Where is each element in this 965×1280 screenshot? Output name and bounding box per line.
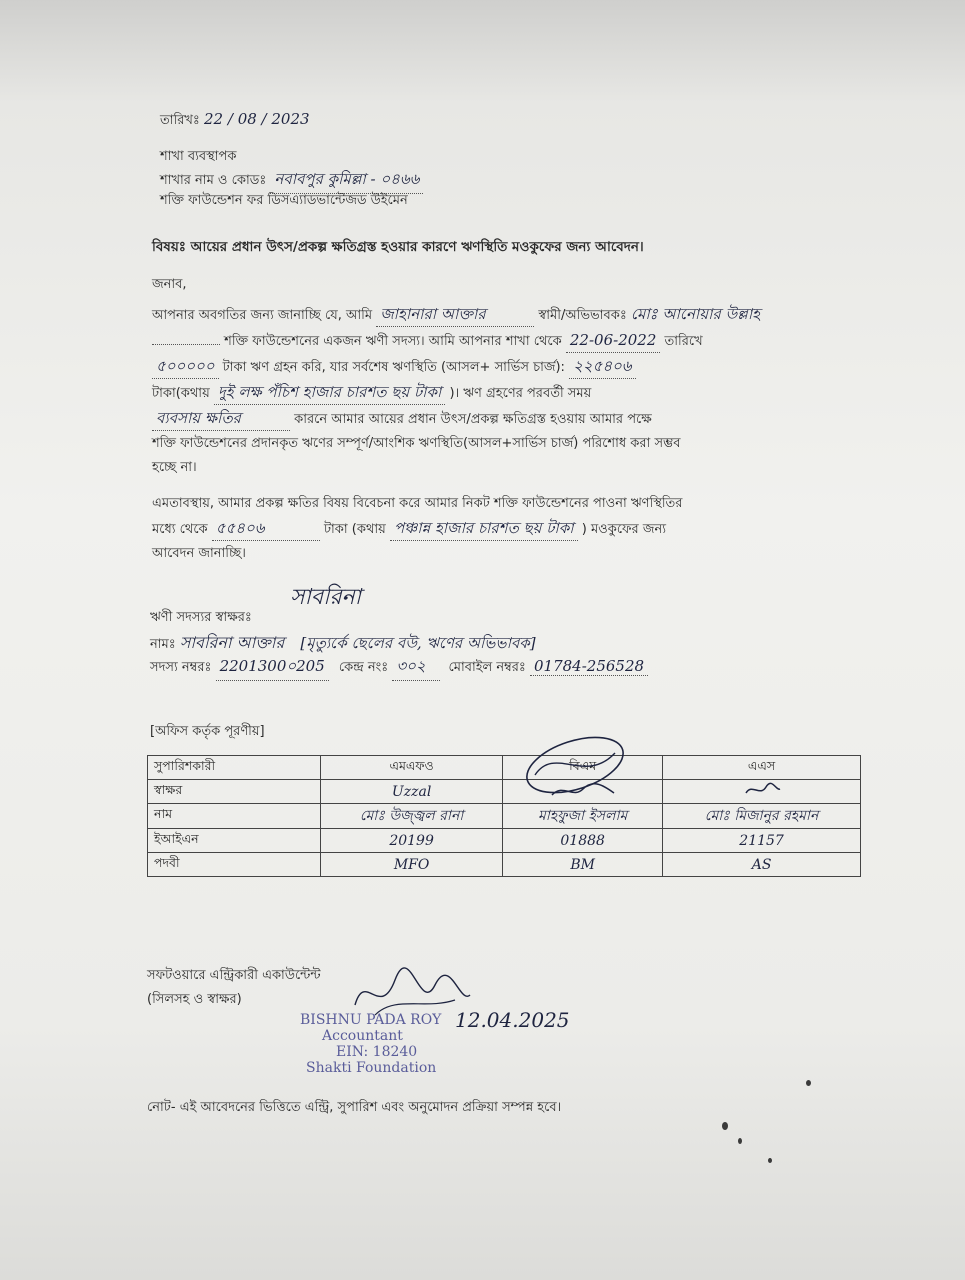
p2-row2: [152, 516, 862, 542]
accountant-label: সফটওয়ারে এন্ট্রিকারী একাউন্টেন্ট: [147, 968, 321, 983]
waiver-amount: ৫৫৪০৬: [212, 516, 320, 541]
row-label: স্বাক্ষর: [148, 780, 321, 804]
mfo-name: মোঃ উজ্জ্বল রানা: [321, 804, 503, 829]
p1-text-e: টাকা ঋণ গ্রহন করি, যার সর্বশেষ ঋণস্থিতি (আসল+ সার্ভিস চার্জ):: [222, 360, 565, 375]
header-cell: বিএম: [503, 756, 663, 780]
relation-note: [মৃত্যুর্কে ছেলের বউ, ঋণের অভিভাবক]: [300, 634, 536, 652]
member-name-label: নামঃ: [150, 637, 176, 652]
stamp-ein: EIN: 18240: [336, 1044, 418, 1060]
p1-text-c: শক্তি ফাউন্ডেশনের একজন ঋণী সদস্য। আমি আপনার শাখা থেকে: [224, 334, 562, 349]
approval-table: [147, 755, 861, 877]
mobile-no: 01784-256528: [530, 657, 648, 676]
loan-date: 22-06-2022: [566, 328, 660, 353]
guardian-name: মোঃ আনোয়ার উল্লাহ: [630, 305, 761, 323]
p2-text-c: টাকা (কথায়: [323, 522, 386, 537]
p1-row1: [152, 302, 862, 328]
p1-text-b: স্বামী/অভিভাবকঃ: [538, 308, 627, 323]
accountant-label-sub: (সিলসহ ও স্বাক্ষর): [147, 992, 242, 1007]
table-row: [148, 804, 861, 829]
mfo-ein: 20199: [321, 829, 503, 853]
bm-ein: 01888: [503, 829, 663, 853]
mobile-label: মোবাইল নম্বরঃ: [448, 660, 526, 675]
row-label: পদবী: [148, 853, 321, 877]
table-row: [148, 829, 861, 853]
p1-text-a: আপনার অবগতির জন্য জানাচ্ছি যে, আমি: [152, 308, 373, 323]
header-cell: এমএফও: [321, 756, 503, 780]
p2-text-b: মধ্যে থেকে: [152, 522, 208, 537]
member-no: 2201300০205: [216, 655, 329, 681]
subject-line: বিষয়ঃ আয়ের প্রধান উৎস/প্রকল্প ক্ষতিগ্রস্ত হওয়ার কারণে ঋণস্থিতি মওকুফের জন্য আবেদন।: [152, 239, 644, 255]
organization-name: শক্তি ফাউন্ডেশন ফর ডিসএ্যাডভান্টেজড উইমেন: [160, 193, 408, 208]
p1-text-f: টাকা(কথায়: [152, 386, 210, 401]
branch-manager: শাখা ব্যবস্থাপক: [160, 149, 237, 164]
date-label: তারিখঃ: [160, 113, 200, 128]
as-name: মোঃ মিজানুর রহমান: [663, 804, 861, 829]
p1-text-d: তারিখে: [664, 334, 703, 349]
p2-row1: এমতাবস্থায়, আমার প্রকল্প ক্ষতির বিষয় বিবেচনা করে আমার নিকট শক্তি ফাউন্ডেশনের পাওনা ঋণস্থিতির: [152, 496, 683, 511]
ink-spot: [738, 1138, 742, 1144]
date-value: 22 / 08 / 2023: [204, 110, 310, 128]
member-signature: সাবরিনা: [290, 585, 362, 610]
date-line: [160, 110, 310, 132]
row-label: ইআইএন: [148, 829, 321, 853]
stamp-title: Accountant: [322, 1028, 403, 1044]
paragraph-two: [152, 492, 862, 566]
borrower-name: জাহানারা আক্তার: [376, 302, 534, 327]
as-signature: [663, 780, 861, 804]
outstanding-words: দুই লক্ষ পঁচিশ হাজার চারশত ছয় টাকা: [214, 380, 445, 405]
member-name-value: সাবরিনা আক্তার: [179, 633, 285, 652]
office-heading: [অফিস কর্তৃক পূরণীয়]: [150, 724, 265, 739]
as-ein: 21157: [663, 829, 861, 853]
member-no-label: সদস্য নম্বরঃ: [150, 660, 212, 675]
outstanding-amount: ২২৫৪০৬: [569, 354, 635, 379]
p1-row6: শক্তি ফাউন্ডেশনের প্রদানকৃত ঋণের সম্পূর্ণ/আংশিক ঋণস্থিতি(আসল+সার্ভিস চার্জ) পরিশোধ করা সম্ভব: [152, 436, 681, 451]
waiver-words: পঞ্চান্ন হাজার চারশত ছয় টাকা: [390, 516, 578, 541]
header-cell: এএস: [663, 756, 861, 780]
footer-note: নোট- এই আবেদনের ভিত্তিতে এন্ট্রি, সুপারিশ এবং অনুমোদন প্রক্রিয়া সম্পন্ন হবে।: [147, 1100, 562, 1115]
p1-blank: [152, 344, 220, 345]
accountant-date: 12.04.2025: [455, 1008, 570, 1032]
table-row: [148, 853, 861, 877]
p1-row7: হচ্ছে না।: [152, 460, 197, 475]
stamp-org: Shakti Foundation: [306, 1060, 437, 1076]
center-no: ৩০২: [392, 655, 440, 681]
member-contact-line: [150, 655, 648, 681]
mfo-designation: MFO: [321, 853, 503, 877]
row-label: নাম: [148, 804, 321, 829]
ink-spot: [806, 1080, 811, 1086]
stamp-name: BISHNU PADA ROY: [300, 1012, 442, 1028]
p1-text-h: কারনে আমার আয়ের প্রধান উৎস/প্রকল্প ক্ষতিগ্রস্ত হওয়ায় আমার পক্ষে: [294, 412, 652, 427]
ink-spot: [768, 1158, 772, 1163]
center-label: কেন্দ্র নংঃ: [338, 660, 389, 675]
table-row: [148, 780, 861, 804]
signature-scribble-icon: [742, 781, 782, 799]
branch-label: শাখার নাম ও কোডঃ: [160, 173, 267, 188]
p2-row3: আবেদন জানাচ্ছি।: [152, 546, 246, 561]
table-header-row: [148, 756, 861, 780]
p1-row5: [152, 406, 862, 432]
as-designation: AS: [663, 853, 861, 877]
p1-row2: [152, 328, 862, 354]
branch-value: নবাবপুর কুমিল্লা - ০৪৬৬: [270, 168, 423, 194]
salutation: জনাব,: [152, 277, 187, 292]
bm-designation: BM: [503, 853, 663, 877]
mfo-signature: Uzzal: [321, 780, 503, 804]
p2-text-d: ) মওকুফের জন্য: [581, 522, 667, 537]
ink-spot: [722, 1122, 728, 1130]
header-cell: সুপারিশকারী: [148, 756, 321, 780]
p1-row4: [152, 380, 862, 406]
member-name-line: [150, 630, 536, 657]
loss-reason: ব্যবসায় ক্ষতির: [152, 406, 290, 431]
p1-text-g: )। ঋণ গ্রহণের পরবর্তী সময়: [449, 386, 592, 401]
bm-name: মাহফুজা ইসলাম: [503, 804, 663, 829]
paragraph-one: [152, 302, 862, 480]
p1-row3: [152, 354, 862, 380]
bm-signature-oval-icon: [515, 735, 635, 795]
loan-amount: ৫০০০০০: [152, 354, 219, 379]
signature-label: ঋণী সদস্যর স্বাক্ষরঃ: [150, 610, 252, 625]
